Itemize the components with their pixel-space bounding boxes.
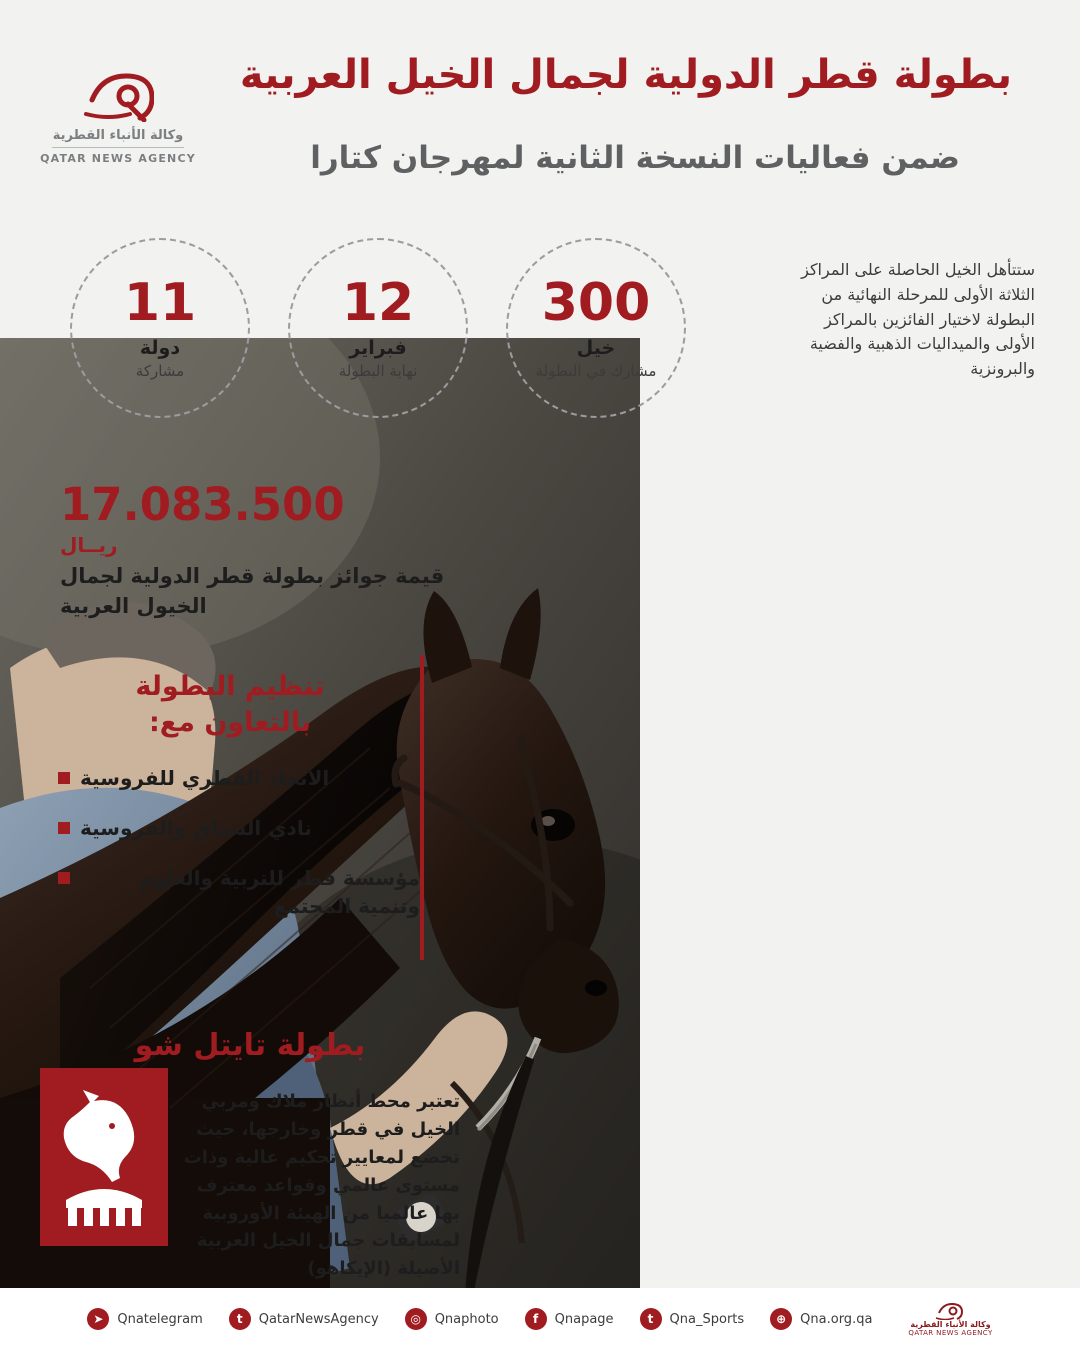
stat-label-primary: خيل [576, 336, 616, 359]
social-label: Qnaphoto [434, 1311, 499, 1327]
social-label: Qna_Sports [669, 1311, 745, 1327]
list-item [40, 864, 420, 920]
stat-label-secondary: مشاركة [135, 361, 185, 380]
footer-logo-name-ar: وكالة الأنباء القطرية [910, 1319, 991, 1329]
square-bullet-icon [58, 822, 70, 834]
stat-number: 11 [123, 272, 197, 333]
telegram-icon: ➤ [87, 1308, 109, 1330]
social-account-twitter[interactable] [229, 1308, 379, 1330]
footer-social-bar [0, 1288, 1080, 1350]
footer-logo-name-en: QATAR NEWS AGENCY [908, 1328, 993, 1337]
stat-circle-end-date [288, 238, 468, 418]
title-show-text: تعتبر محط أنظار ملاك ومربي الخيل في قطر وخارجها، حيث تخضع لمعايير تحكيم عالية وذات مستوى عالمي وقواعد معترف بها عالميا من الهيئة الأوروبية لمسابقات جمال الخيل العربية الأصيلة (الإيكاهو) [183, 1091, 460, 1280]
list-item [40, 764, 420, 792]
stat-label-secondary: مشارك في البطولة [535, 361, 657, 380]
qna-logo-divider [52, 147, 184, 148]
qna-logo [38, 70, 198, 165]
facebook-icon: f [525, 1308, 547, 1330]
social-account-twitter-sports[interactable] [640, 1308, 745, 1330]
social-label: Qnapage [554, 1311, 614, 1327]
page-subtitle: ضمن فعاليات النسخة الثانية لمهرجان كتارا [310, 140, 960, 176]
prize-block [60, 478, 480, 622]
square-bullet-icon [58, 872, 70, 884]
organizers-list [40, 764, 420, 920]
prize-amount: 17.083.500 [60, 478, 345, 531]
prize-currency: ريــال [60, 533, 118, 557]
prize-description: قيمة جوائز بطولة قطر الدولية لجمال الخيول العربية [60, 564, 445, 619]
organizer-label: نادي السباق والفروسية [80, 815, 312, 840]
qna-logo-name-ar: وكالة الأنباء القطرية [52, 128, 184, 143]
list-item [40, 814, 420, 842]
social-label: Qna.org.qa [800, 1311, 873, 1327]
stat-label-primary: دولة [139, 336, 181, 359]
qatar-horse-logo [40, 1068, 168, 1246]
instagram-icon: ◎ [405, 1308, 427, 1330]
social-account-instagram[interactable] [405, 1308, 499, 1330]
social-account-telegram[interactable] [87, 1308, 202, 1330]
page-title: بطولة قطر الدولية لجمال الخيل العربية [239, 52, 1012, 98]
social-label: Qnatelegram [117, 1311, 203, 1327]
stat-number: 12 [341, 272, 415, 333]
social-account-facebook[interactable] [525, 1308, 614, 1330]
stat-circle-countries [70, 238, 250, 418]
square-bullet-icon [58, 772, 70, 784]
twitter-icon: t [229, 1308, 251, 1330]
qna-logo-name-en: QATAR NEWS AGENCY [40, 152, 196, 165]
organizers-box [40, 655, 424, 960]
stat-circle-horses [506, 238, 686, 418]
organizer-label: مؤسسة قطر للتربية والعلوم وتنمية المجتمع [139, 865, 420, 918]
stat-number: 300 [541, 272, 651, 333]
globe-icon: ⊕ [770, 1308, 792, 1330]
title-show-heading: بطولة تايتل شو [134, 1028, 366, 1063]
qualification-note: ستتأهل الخيل الحاصلة على المراكز الثلاثة الأولى للمرحلة النهائية من البطولة لاختيار الفائزين بالمراكز الأولى والميداليات الذهبية والفضية والبرونزية [801, 260, 1035, 379]
twitter-icon: t [640, 1308, 662, 1330]
stat-label-primary: فبراير [349, 336, 407, 359]
social-label: QatarNewsAgency [258, 1311, 379, 1327]
qna-logo-mark [82, 70, 154, 122]
organizers-title-line1: تنظيم البطولة [135, 671, 325, 702]
organizer-label: الاتحاد القطري للفروسية [80, 765, 330, 790]
organizers-title-line2: بالتعاون مع: [149, 707, 311, 739]
footer-qna-logo [908, 1302, 992, 1337]
social-account-website[interactable] [770, 1308, 872, 1330]
stat-label-secondary: نهاية البطولة [338, 361, 418, 380]
